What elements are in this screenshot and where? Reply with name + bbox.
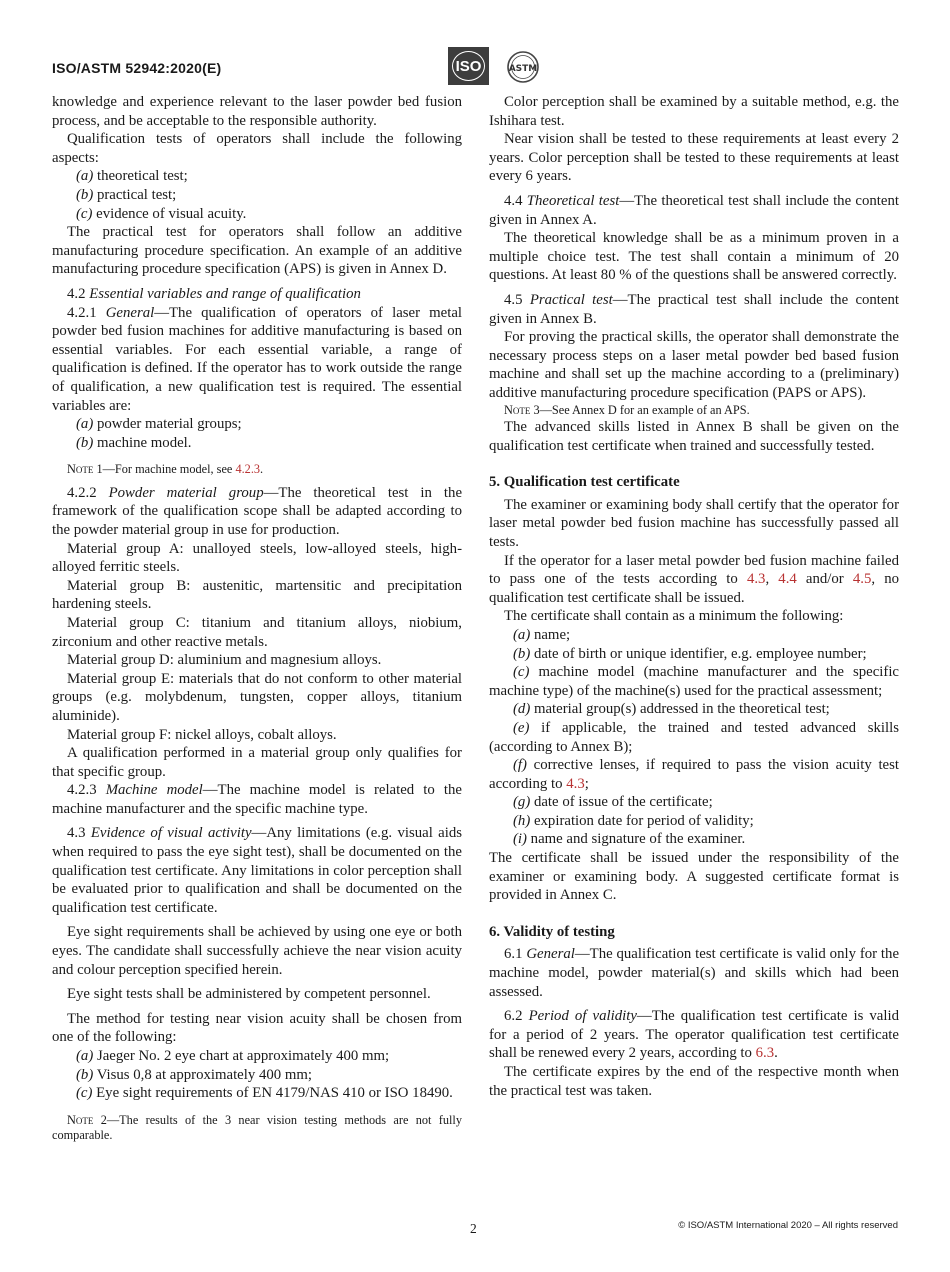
- cross-reference-link[interactable]: 6.3: [755, 1045, 775, 1062]
- cross-reference-link[interactable]: 4.2.3: [235, 462, 261, 477]
- paragraph: The advanced skills listed in Annex B shall be given on the qualification test certificate when trained and successfully tested.: [489, 419, 899, 454]
- section-heading-5: 5. Qualification test certificate: [489, 474, 680, 491]
- list-item: (b) date of birth or unique identifier, e.g. employee number;: [513, 645, 867, 662]
- paragraph: The theoretical knowledge shall be as a minimum proven in a multiple choice test. The test shall contain a minimum of 20 questions. At least 80 % of the questions shall be answered correctly.: [489, 230, 899, 284]
- list-item: (e) if applicable, the trained and tested advanced skills (according to Annex B);: [489, 719, 899, 755]
- cross-reference-link[interactable]: 4.4: [778, 571, 797, 588]
- list-item: (b) practical test;: [76, 186, 177, 203]
- paragraph: The examiner or examining body shall certify that the operator for laser metal powder bed fusion machine has successfully passed all tests.: [489, 496, 899, 550]
- paragraph: The method for testing near vision acuity shall be chosen from one of the following:: [52, 1010, 462, 1046]
- paragraph: 4.4 Theoretical test—The theoretical test shall include the content given in Annex A.: [489, 192, 899, 228]
- list-item: (b) Visus 0,8 at approximately 400 mm;: [76, 1066, 312, 1083]
- list-item: (i) name and signature of the examiner.: [513, 831, 746, 848]
- paragraph: Material group C: titanium and titanium alloys, niobium, zirconium and other reactive metals.: [52, 614, 462, 650]
- astm-logo: [503, 50, 543, 84]
- note: Note 3—See Annex D for an example of an APS.: [504, 402, 750, 417]
- cross-reference-link[interactable]: 4.3: [746, 571, 766, 588]
- paragraph: 6.1 General—The qualification test certificate is valid only for the machine model, powder material(s) and skills which had been assessed.: [489, 946, 900, 1000]
- paragraph: Near vision shall be tested to these requirements at least every 2 years. Color perception shall be tested to these requirements at least every 6 years.: [489, 131, 899, 185]
- paragraph: Eye sight tests shall be administered by competent personnel.: [67, 986, 431, 1003]
- paragraph: For proving the practical skills, the operator shall demonstrate the necessary process steps on a laser metal powder bed based fusion machine and shall set up the machine according to a (preliminary) additive manufacturing procedure specification (PAPS or APS).: [489, 329, 899, 401]
- paragraph: Material group E: materials that do not conform to other material groups (e.g. molybdenum, tungsten, copper alloys, titanium aluminide).: [52, 670, 462, 724]
- list-item: (b) machine model.: [76, 434, 192, 451]
- paragraph: Color perception shall be examined by a suitable method, e.g. the Ishihara test.: [489, 94, 899, 129]
- note: Note 2—The results of the 3 near vision testing methods are not fully comparable.: [52, 1112, 462, 1143]
- list-item: (a) Jaeger No. 2 eye chart at approximately 400 mm;: [76, 1048, 390, 1064]
- list-item: (c) Eye sight requirements of EN 4179/NAS 410 or ISO 18490.: [76, 1085, 453, 1102]
- paragraph: 4.2.2 Powder material group—The theoretical test in the framework of the qualification scope shall be adapted according to the powder material group in use for production.: [52, 484, 463, 538]
- list-item: (a) name;: [513, 626, 571, 643]
- paragraph: Eye sight requirements shall be achieved by using one eye or both eyes. The candidate shall successfully achieve the near vision acuity and colour perception specified herein.: [52, 924, 462, 978]
- paragraph: The certificate shall contain as a minimum the following:: [504, 608, 844, 625]
- list-item: (c) machine model (machine manufacturer and the specific machine type) of the machine(s) used for the practical assessment;: [489, 664, 899, 699]
- list-item: (a) powder material groups;: [76, 416, 242, 433]
- iso-logo-text: ISO: [455, 57, 482, 75]
- list-item: (f) corrective lenses, if required to pass the vision acuity test according to 4.3;: [489, 757, 899, 792]
- page-number: 2: [470, 1221, 477, 1236]
- list-item: (g) date of issue of the certificate;: [513, 794, 713, 811]
- paragraph: 4.5 Practical test—The practical test shall include the content given in Annex B.: [489, 291, 899, 327]
- paragraph: 4.3 Evidence of visual activity—Any limitations (e.g. visual aids when required to pass the eye sight test), shall be documented on the qualification test certificate. Any limitations in color perception shall be evaluated prior to qualification and shall be documented on the qualification test certificate.: [52, 825, 462, 916]
- paragraph: The practical test for operators shall follow an additive manufacturing procedure specification. An example of an additive manufacturing procedure specification (APS) is given in Annex D.: [52, 224, 462, 278]
- iso-logo: [448, 47, 489, 85]
- right-column: [489, 93, 899, 1100]
- note: Note 1—For machine model, see 4.2.3.: [67, 462, 264, 477]
- paragraph: knowledge and experience relevant to the laser powder bed fusion process, and be acceptable to the responsible authority.: [52, 94, 462, 129]
- paragraph: 4.2.1 General—The qualification of operators of laser metal powder bed fusion machines for additive manufacturing is based on essential variables. For each essential variable, a range of qualification is defined. If the operator has to work outside the range of qualification, a new qualification test is required. The essential variables are:: [52, 304, 462, 414]
- paragraph: The certificate expires by the end of the respective month when the practical test was taken.: [489, 1064, 899, 1099]
- paragraph: A qualification performed in a material group only qualifies for that specific group.: [52, 745, 462, 780]
- list-item: (a) theoretical test;: [76, 168, 188, 185]
- paragraph: Material group B: austenitic, martensitic and precipitation hardening steels.: [52, 577, 462, 613]
- section-heading: 4.2 Essential variables and range of qualification: [67, 285, 361, 302]
- left-column: [52, 93, 462, 1144]
- list-item: (h) expiration date for period of validity;: [513, 812, 754, 829]
- paragraph: Material group A: unalloyed steels, low-alloyed steels, high-alloyed ferritic steels.: [52, 540, 462, 576]
- paragraph: Qualification tests of operators shall include the following aspects:: [52, 131, 462, 166]
- copyright-notice: © ISO/ASTM International 2020 – All rights reserved: [678, 1220, 898, 1231]
- list-item: (d) material group(s) addressed in the theoretical test;: [513, 701, 830, 718]
- section-heading-6: 6. Validity of testing: [489, 923, 615, 940]
- paragraph: 6.2 Period of validity—The qualification test certificate is valid for a period of 2 years. The operator qualification test certificate shall be renewed every 2 years, according to 6.3.: [489, 1008, 899, 1062]
- paragraph: The certificate shall be issued under the responsibility of the examiner or examining body. A suggested certificate format is provided in Annex C.: [489, 850, 899, 904]
- cross-reference-link[interactable]: 4.3: [566, 775, 585, 792]
- paragraph: Material group D: aluminium and magnesium alloys.: [67, 652, 382, 669]
- paragraph: 4.2.3 Machine model—The machine model is related to the machine manufacturer and the specific machine type.: [52, 782, 462, 817]
- paragraph: If the operator for a laser metal powder bed fusion machine failed to pass one of the tests according to 4.3, 4.4 and/or 4.5, no qualification test certificate shall be issued.: [489, 552, 899, 606]
- astm-logo-text: ASTM: [508, 64, 538, 74]
- list-item: (c) evidence of visual acuity.: [76, 205, 247, 222]
- document-id: ISO/ASTM 52942:2020(E): [52, 60, 222, 76]
- cross-reference-link[interactable]: 4.5: [852, 571, 872, 588]
- paragraph: Material group F: nickel alloys, cobalt alloys.: [67, 726, 337, 743]
